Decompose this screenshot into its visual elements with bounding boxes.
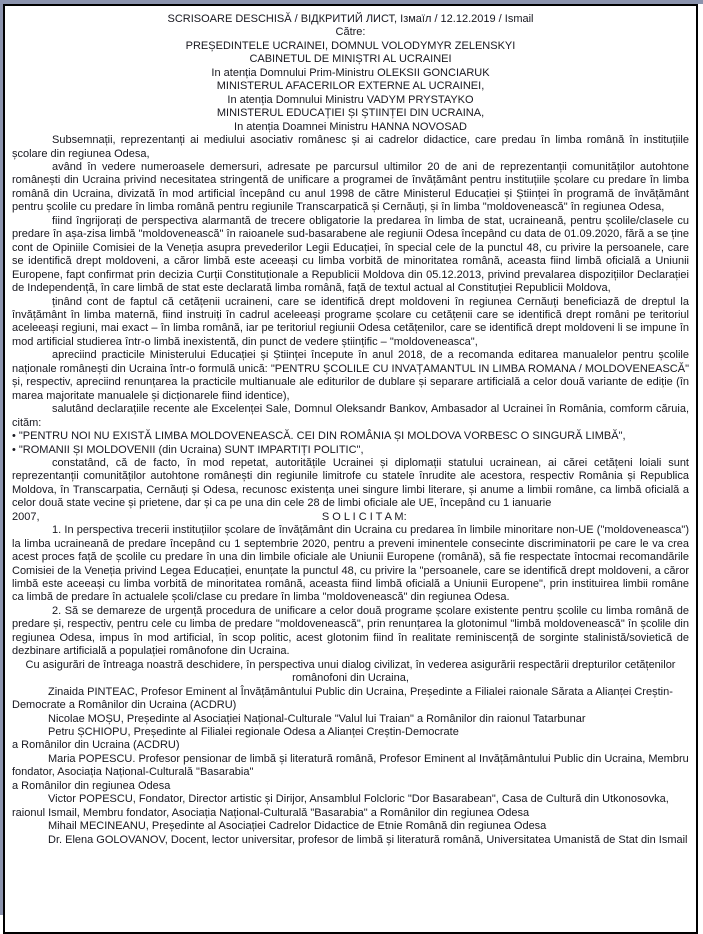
quote-bullet-2: • "ROMANII ȘI MOLDOVENII (din Ucraina) SUNT IMPARTIȚI POLITIC", [12, 443, 364, 456]
addressee-prime-minister: In atenția Domnului Prim-Ministru OLEKSII GONCIARUK [211, 66, 490, 79]
signature-zinaida-pinteac: Zinaida PINTEAC, Profesor Eminent al Învățământului Public din Ucraina, Președinte a Filialei raionale Sărata a Alianței Creștin-Democrate a Românilor din Ucraina (ACDRU) [12, 685, 673, 712]
letter-title: SCRISOARE DESCHISĂ / ВІДКРИТИЙ ЛИСТ, Ізмаїл / 12.12.2019 / Ismail [167, 13, 534, 25]
solicitam-year: 2007, [12, 510, 40, 523]
demand-item-1: 1. In perspectiva trecerii instituțiilor școlare de învățământ din Ucraina cu predarea în limbile minoritare non-UE ("moldoveneasca") la limba ucraineană de predare începând cu 1 septembrie 2020, pentru a preveni iminentele consecinte discriminatorii pe care le va crea acest proces față de școlile cu predare în una din limbile oficiale ale Uniunii Europene (română), să fie respectate întocmai recomandările Comisiei de la Veneția privind Legea Educației, enunțate la punctul 48, cu privire la "persoanele, care se identifică drept moldoveni, a căror limbă este aceeași cu limba vorbită de minoritatea română, aceasta fiind limbă oficială a Uniunii Europene", prin instituirea limbii române ca limbă de predare în actualele școli/clase cu predare în limba "moldovenească" din regiunea Odesa. [12, 524, 689, 604]
paragraph-subsemnatii: Subsemnații, reprezentanți ai mediului asociativ românesc și ai cadrelor didactice, care predau în limba română în instituțiile școlare din regiunea Odesa, [12, 134, 689, 160]
salutation-catre: Către: [335, 26, 366, 39]
paragraph-tinand-cont: ținând cont de faptul că cetățenii ucraineni, care se identifică drept moldoveni în regiunea Cernăuți beneficiază de dreptul la învățământ în limba maternă, fiind instruiți în cadrul aceleeași programe școlare cu cetățenii care se identifică drept români pe teritoriul aceleeași regiuni, mai exact – în limba română, iar pe teritoriul regiunii Odesa cetățenilor, care se identifică drept moldoveni li se impune în mod artificial studierea într-o limbă inexistentă, din punct de vedere științific – "moldoveneasca", [12, 295, 689, 348]
paragraph-apreciind-practicile: apreciind practicile Ministerului Educației și Științei începute în anul 2018, de a recomanda editarea manualelor pentru școlile naționale românești din Ucraina într-o formulă unică: "PENTRU ȘCOLILE CU INVAȚAMANTUL IN LIMBA ROMANA / MOLDOVENEASCĂ" și, respectiv, apreciind renunțarea la practicile multianuale ale editurilor de dublare și separare artificială a celor două variante de ediție (în marea majoritate manualele și dicționarele fiind identice), [12, 349, 689, 402]
signature-maria-popescu: Maria POPESCU. Profesor pensionar de limbă și literatură română, Profesor Eminent al Invățământului Public din Ucraina, Membru fondator, Asociația Național-Culturală "Basarabia" [12, 752, 689, 779]
quote-bullet-1: • "PENTRU NOI NU EXISTĂ LIMBA MOLDOVENEASCĂ. CEI DIN ROMÂNIA ȘI MOLDOVA VORBESC O SINGURĂ LIMBĂ", [12, 430, 626, 443]
signature-petru-schiopu: Petru ȘCHIOPU, Președinte al Filialei regionale Odesa a Alianței Creștin-Democrate [48, 726, 459, 739]
signature-victor-popescu: Victor POPESCU, Fondator, Director artistic și Dirijor, Ansamblul Folcloric "Dor Basarabean", Casa de Cultură din Utkonosovka, raionul Ismail, Membru fondator, Asociația Național-Culturală "Basarabia" a Românilor din regiunea Odesa [12, 793, 669, 819]
addressee-foreign-minister: In atenția Domnului Ministru VADYM PRYSTAYKO [227, 93, 474, 106]
solicitam-heading: S O L I C I T A M: [321, 510, 407, 523]
addressee-president: PREȘEDINTELE UCRAINEI, DOMNUL VOLODYMYR ZELENSKYI [185, 39, 516, 52]
addressee-education-ministry: MINISTERUL EDUCAȚIEI ȘI ȘTIINȚEI DIN UCRAINA, [216, 107, 485, 120]
addressee-foreign-ministry: MINISTERUL AFACERILOR EXTERNE AL UCRAINEI, [216, 80, 485, 93]
paragraph-avand-in-vedere: având în vedere numeroasele demersuri, adresate pe parcursul ultimilor 20 de ani de reprezentanții comunităților autohtone românești din Ucraina privind necesitatea stringentă de unificare a programei de învățământ pentru instituțiile școlare cu predare în limba română din Ucraina, divizată în mod artificial începând cu anul 1998 de către Ministerul Educației și Științei în programă de învățământ pentru școlile cu predare în limba română pentru regiunile Transcarpatică și Cernăuți, și în limba "moldovenească" în regiunea Odesa, [12, 160, 689, 214]
paragraph-constatand: constatând, că de facto, în mod repetat, autoritățile Ucrainei și diplomații statului ucrainean, ai cărei cetățeni loiali sunt reprezentanții comunităților autohtone românești din regiunile limitrofe cu statele înrudite ale acestora, respectiv România și Republica Moldova, în Transcarpatia, Cernăuți și Odesa, recunosc existența unei singure limbi literare, și anume a limbii române, ca limbă oficială a celor două state vecine și prietene, dar și ca pe una din cele 28 de limbi oficiale ale UE, începând cu 1 ianuarie [12, 456, 689, 510]
paragraph-salutand-declaratiile: salutând declarațiile recente ale Excelenței Sale, Domnul Oleksandr Bankov, Ambasador al Ucrainei în România, comform căruia, cităm: [12, 403, 689, 429]
signature-elena-golovanov: Dr. Elena GOLOVANOV, Docent, lector universitar, profesor de limbă și literatură română, Universitatea Umanistă de Stat din Ismail [48, 833, 688, 846]
signature-petru-schiopu-cont: a Românilor din Ucraina (ACDRU) [12, 739, 180, 752]
signature-nicolae-mosu: Nicolae MOȘU, Președinte al Asociației Național-Culturale "Valul lui Traian" a Românilor din raionul Tatarbunar [48, 712, 586, 725]
solicitam-line [12, 511, 689, 524]
addressee-education-minister: In atenția Doamnei Ministru HANNA NOVOSAD [234, 120, 467, 133]
signature-mihail-mecineanu: Mihail MECINEANU, Președinte al Asociației Cadrelor Didactice de Etnie Română din regiunea Odesa [48, 820, 547, 833]
closing-paragraph: Cu asigurări de întreaga noastră deschidere, în perspectiva unui dialog civilizat, în vederea asigurării respectării drepturilor cetățenilor românofoni din Ucraina, [25, 658, 676, 685]
letter-content [5, 6, 696, 847]
document-page [3, 4, 698, 934]
demand-item-2: 2. Să se demareze de urgență procedura de unificare a celor două programe școlare existente pentru școlile cu limba română de predare și, respectiv, pentru cele cu limba de predare "moldovenească", prin renunțarea la glotonimul "limbă moldovenească" în școlile din regiunea Odesa, impus în mod artificial, în scop politic, acest glotonim fiind în realitate reminiscență de sorginte stalinistă/sovietică de dezbinare artificială a populației românofone din Ucraina. [12, 604, 689, 658]
signature-maria-popescu-cont: a Românilor din regiunea Odesa [12, 779, 171, 792]
addressee-cabinet: CABINETUL DE MINIȘTRI AL UCRAINEI [249, 53, 452, 66]
paragraph-fiind-ingrijorati: fiind îngrijorați de perspectiva alarmantă de trecere obligatorie la predarea în limba de stat, ucraineană, pentru școlile/clasele cu predare în așa-zisa limbă "moldovenească" în raioanele sud-basarabene ale regiunii Odesa începând cu data de 01.09.2020, fără a se ține cont de Opiniile Comisiei de la Veneția asupra prevederilor Legii Educației, în special cele de la punctul 48, cu privire la persoanele, care se identifică drept moldoveni, a căror limbă este aceeași cu limba vorbită de minoritatea română, aceasta fiind limbă oficială a Uniunii Europene, fapt confirmat prin decizia Curții Constituționale a Republicii Moldova din 05.12.2013, privind prevalarea dispozițiilor Declarației de Independență, în care limbă de stat este declarată limba română, față de textul actual al Constituției Republicii Moldova, [12, 214, 689, 295]
